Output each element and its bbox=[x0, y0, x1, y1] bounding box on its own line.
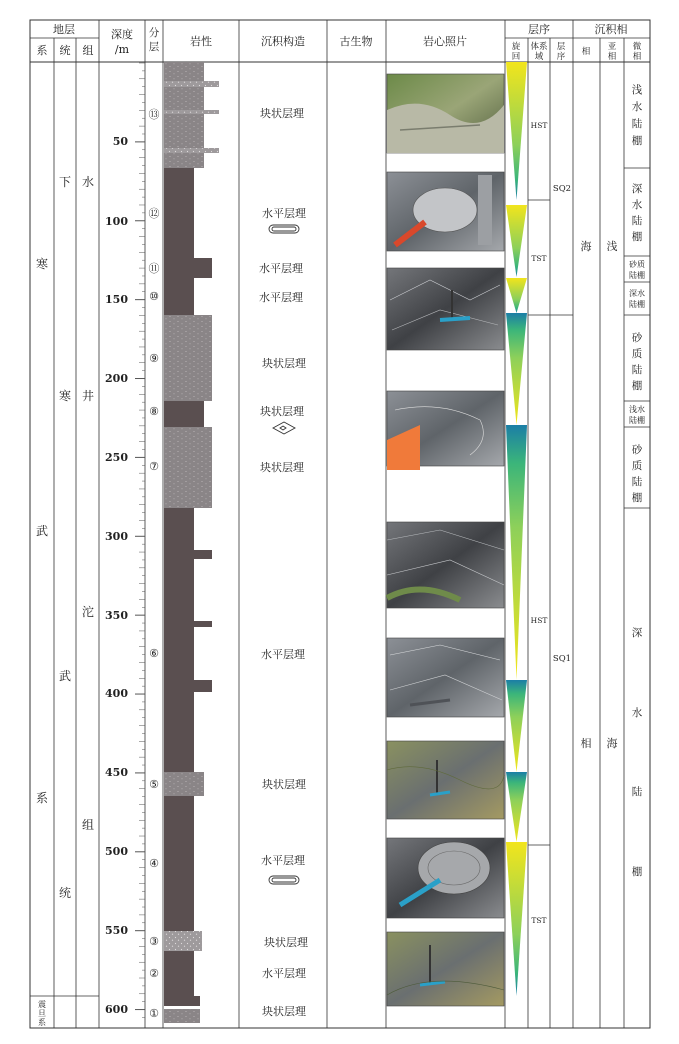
core-photo-9 bbox=[387, 932, 504, 1006]
litho-layer-6-band-c bbox=[164, 680, 212, 692]
structure-5: 块状层理 bbox=[262, 357, 306, 370]
system-base-2: 旦 bbox=[38, 1009, 46, 1018]
core-photo-7 bbox=[387, 741, 504, 819]
litho-layer-8 bbox=[164, 401, 204, 427]
micro-1-b: 水 bbox=[631, 101, 643, 113]
depth-label-200: 200 bbox=[105, 372, 128, 385]
layer-6: ⑥ bbox=[149, 647, 159, 660]
depth-label-450: 450 bbox=[105, 766, 128, 779]
litho-layer-12 bbox=[164, 168, 194, 258]
depth-label-550: 550 bbox=[105, 924, 128, 937]
micro-6-a: 浅水 bbox=[629, 405, 645, 414]
core-photo-8 bbox=[387, 838, 504, 918]
litho-layer-4 bbox=[164, 796, 194, 931]
micro-7-b: 质 bbox=[631, 460, 643, 472]
layer-7: ⑦ bbox=[149, 460, 159, 473]
core-photo-6 bbox=[387, 638, 504, 717]
depth-label-350: 350 bbox=[105, 609, 128, 622]
depth-label-300: 300 bbox=[105, 530, 128, 543]
system-char-2: 武 bbox=[35, 524, 49, 538]
header-layer: 分 bbox=[148, 27, 160, 39]
header-structure: 沉积构造 bbox=[261, 35, 305, 48]
tract-hst-1: HST bbox=[530, 121, 548, 130]
tract-hst-2: HST bbox=[530, 616, 548, 625]
formation-char-4: 组 bbox=[81, 818, 95, 832]
litho-layer-6-band-b bbox=[164, 621, 212, 627]
structure-4: 水平层理 bbox=[259, 291, 303, 304]
system-base-1: 震 bbox=[38, 1000, 46, 1009]
header-subfacies: 亚 bbox=[607, 42, 617, 52]
depth-scale bbox=[135, 63, 145, 1017]
layer-9: ⑨ bbox=[149, 352, 159, 365]
layer-5: ⑤ bbox=[149, 778, 159, 791]
micro-4-a: 深水 bbox=[629, 289, 645, 298]
micro-5-d: 棚 bbox=[631, 380, 643, 392]
layer-4: ④ bbox=[149, 857, 159, 870]
tract-tst-1: TST bbox=[531, 254, 547, 263]
micro-8-c: 陆 bbox=[631, 786, 643, 798]
litho-layer-7 bbox=[164, 427, 212, 508]
layer-8: ⑧ bbox=[149, 405, 159, 418]
litho-layer-10 bbox=[164, 278, 194, 315]
header-stratum: 地层 bbox=[53, 23, 75, 36]
micro-8-b: 水 bbox=[631, 707, 643, 719]
cycle-triangle-1 bbox=[506, 62, 527, 200]
micro-8-d: 棚 bbox=[631, 866, 643, 878]
structure-1: 块状层理 bbox=[260, 107, 304, 120]
structure-10: 水平层理 bbox=[261, 854, 305, 867]
horizontal-bedding-icon bbox=[269, 225, 299, 233]
facies-char-2: 相 bbox=[580, 737, 592, 750]
structure-2: 水平层理 bbox=[262, 207, 306, 220]
header-facies: 沉积相 bbox=[594, 23, 628, 36]
micro-7-a: 砂 bbox=[631, 444, 643, 456]
header-tract-2: 域 bbox=[534, 52, 544, 62]
litho-layer-6 bbox=[164, 508, 194, 772]
core-photo-1 bbox=[387, 74, 504, 153]
cycle-triangle-5 bbox=[506, 425, 527, 680]
formation-char-3: 沱 bbox=[81, 605, 95, 619]
header-sequence: 层序 bbox=[528, 23, 550, 36]
header-lithology: 岩性 bbox=[190, 35, 212, 48]
litho-layer-13-ledge-c bbox=[164, 148, 219, 153]
litho-layer-2 bbox=[164, 951, 194, 996]
subfacies-char-1: 浅 bbox=[606, 240, 618, 253]
micro-1-d: 棚 bbox=[631, 135, 643, 147]
micro-3-a: 砂质 bbox=[629, 260, 645, 269]
litho-layer-1 bbox=[164, 996, 200, 1006]
layer-11: ⑪ bbox=[148, 262, 160, 275]
series-char-1: 下 bbox=[58, 175, 72, 189]
formation-char-2: 井 bbox=[81, 389, 95, 403]
header-photos: 岩心照片 bbox=[423, 35, 467, 48]
depth-label-100: 100 bbox=[105, 215, 128, 228]
structure-12: 水平层理 bbox=[262, 967, 306, 980]
header-depth: 深度 bbox=[111, 28, 133, 41]
tract-tst-2: TST bbox=[531, 916, 547, 925]
header-series: 统 bbox=[59, 44, 71, 57]
depth-label-150: 150 bbox=[105, 293, 128, 306]
header-cycle-2: 回 bbox=[511, 52, 521, 62]
header-fossils: 古生物 bbox=[339, 35, 373, 48]
header-micro-2: 相 bbox=[632, 52, 642, 62]
core-photo-3 bbox=[387, 268, 504, 350]
series-char-2: 寒 bbox=[58, 389, 72, 403]
litho-layer-9 bbox=[164, 315, 212, 401]
core-photo-2 bbox=[387, 172, 504, 251]
series-char-4: 统 bbox=[58, 886, 72, 900]
micro-2-c: 陆 bbox=[631, 215, 643, 227]
micro-2-a: 深 bbox=[631, 183, 643, 195]
micro-4-b: 陆棚 bbox=[629, 300, 645, 309]
litho-layer-5 bbox=[164, 772, 204, 796]
header-seq: 层 bbox=[556, 42, 566, 52]
litho-layer-6-band-a bbox=[164, 550, 212, 559]
cycle-column bbox=[506, 62, 527, 996]
layer-2: ② bbox=[149, 967, 159, 980]
structure-3: 水平层理 bbox=[259, 262, 303, 275]
formation-char-1: 水 bbox=[81, 175, 95, 189]
subfacies-char-2: 海 bbox=[606, 737, 618, 750]
micro-1-a: 浅 bbox=[631, 84, 643, 96]
header-layer-2: 层 bbox=[148, 41, 160, 53]
series-char-3: 武 bbox=[58, 669, 72, 683]
layer-3: ③ bbox=[149, 935, 159, 948]
system-base-3: 系 bbox=[38, 1018, 46, 1027]
sequence-sq1: SQ1 bbox=[552, 654, 572, 664]
depth-label-500: 500 bbox=[105, 845, 128, 858]
core-photos bbox=[387, 74, 504, 1006]
core-photo-4 bbox=[387, 391, 504, 470]
header-formation: 组 bbox=[82, 44, 94, 57]
micro-5-b: 质 bbox=[631, 348, 643, 360]
system-char-1: 寒 bbox=[35, 257, 49, 271]
horizontal-bedding-icon-2 bbox=[269, 876, 299, 884]
depth-label-600: 600 bbox=[105, 1003, 128, 1016]
micro-2-d: 棚 bbox=[631, 231, 643, 243]
structure-8: 水平层理 bbox=[261, 648, 305, 661]
depth-label-250: 250 bbox=[105, 451, 128, 464]
header-subfacies-2: 相 bbox=[607, 52, 617, 62]
header-system: 系 bbox=[36, 44, 48, 57]
depth-label-400: 400 bbox=[105, 687, 128, 700]
facies-char-1: 海 bbox=[580, 240, 592, 253]
fossil-diamond-icon bbox=[273, 422, 295, 434]
micro-3-b: 陆棚 bbox=[629, 271, 645, 280]
cycle-triangle-2 bbox=[506, 205, 527, 277]
cycle-triangle-4 bbox=[506, 313, 527, 425]
layer-12: ⑫ bbox=[148, 207, 160, 220]
micro-7-c: 陆 bbox=[631, 476, 643, 488]
micro-6-b: 陆棚 bbox=[629, 416, 645, 425]
header-facies-col: 相 bbox=[581, 47, 591, 57]
cycle-triangle-8 bbox=[506, 842, 527, 996]
structure-7: 块状层理 bbox=[260, 461, 304, 474]
header-depth-unit: /m bbox=[114, 43, 130, 56]
structure-13: 块状层理 bbox=[262, 1005, 306, 1018]
micro-8-a: 深 bbox=[631, 627, 643, 639]
header-seq-2: 序 bbox=[556, 52, 566, 62]
micro-1-c: 陆 bbox=[631, 118, 643, 130]
structure-6: 块状层理 bbox=[260, 405, 304, 418]
sequence-sq2: SQ2 bbox=[552, 184, 572, 194]
depth-label-50: 50 bbox=[112, 135, 128, 148]
cycle-triangle-7 bbox=[506, 772, 527, 842]
layer-13: ⑬ bbox=[148, 108, 160, 121]
litho-layer-3 bbox=[164, 931, 202, 951]
layer-10: ⑩ bbox=[149, 290, 159, 303]
header-tract: 体系 bbox=[530, 42, 548, 52]
cycle-triangle-3 bbox=[506, 278, 527, 313]
micro-5-c: 陆 bbox=[631, 364, 643, 376]
litho-layer-13-ledge-a bbox=[164, 81, 219, 87]
litho-layer-11 bbox=[164, 258, 212, 278]
micro-2-b: 水 bbox=[631, 199, 643, 211]
header-micro: 微 bbox=[632, 42, 642, 52]
layer-1: ① bbox=[149, 1007, 159, 1020]
core-photo-5 bbox=[387, 522, 504, 608]
litho-layer-1-b bbox=[164, 1009, 200, 1023]
micro-5-a: 砂 bbox=[631, 332, 643, 344]
cycle-triangle-6 bbox=[506, 680, 527, 772]
structure-9: 块状层理 bbox=[262, 778, 306, 791]
header-cycle: 旋 bbox=[511, 42, 521, 52]
micro-7-d: 棚 bbox=[631, 492, 643, 504]
structure-11: 块状层理 bbox=[264, 936, 308, 949]
litho-layer-13-ledge-b bbox=[164, 110, 219, 114]
system-char-3: 系 bbox=[35, 791, 49, 805]
lithology-column bbox=[164, 62, 219, 1023]
